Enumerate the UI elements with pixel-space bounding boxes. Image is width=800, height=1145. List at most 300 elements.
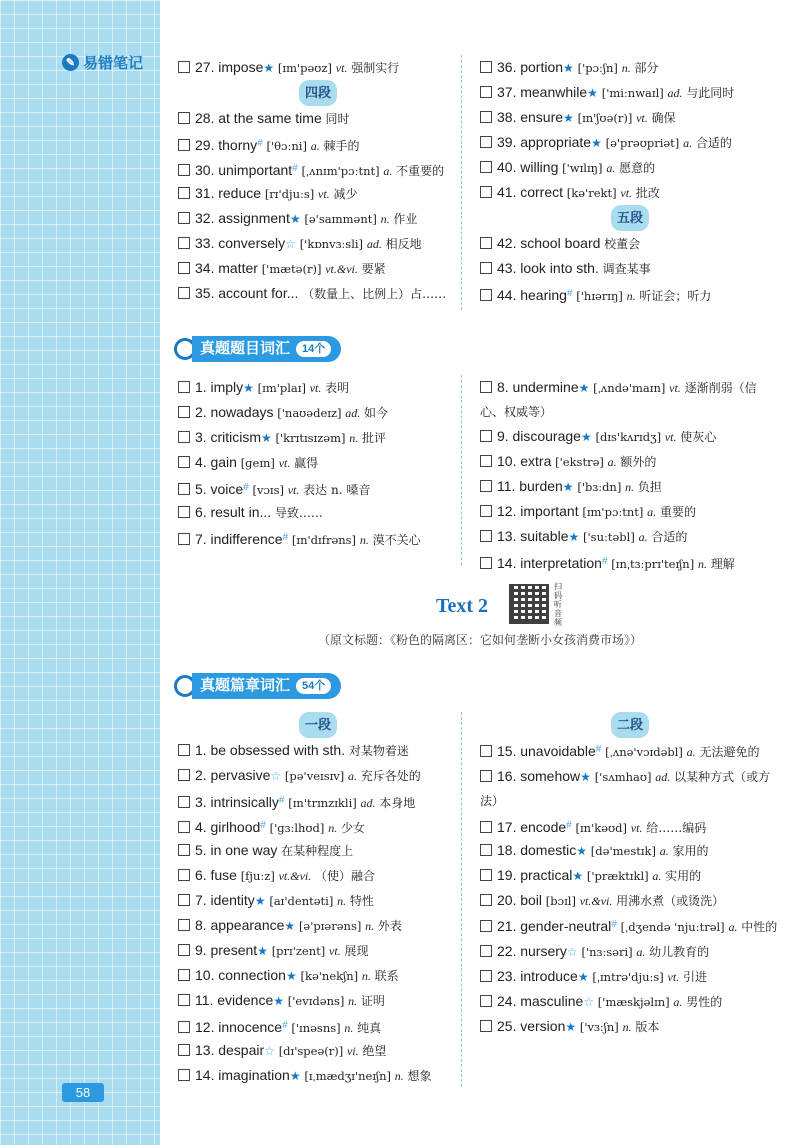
- definition: 批改: [635, 186, 660, 200]
- text-title: Text 2: [436, 595, 489, 617]
- entry-number: 13.: [497, 528, 517, 544]
- vocab-entry: [178, 131, 458, 156]
- definition: 理解: [710, 557, 735, 571]
- checkbox[interactable]: [480, 770, 492, 782]
- entry-word: conversely: [218, 235, 286, 251]
- part-of-speech: n.: [365, 919, 375, 933]
- part-of-speech: vt.: [630, 821, 643, 835]
- entry-word: voice: [210, 481, 244, 497]
- definition: 不重要的: [396, 164, 445, 178]
- entry-word: appropriate: [520, 134, 592, 150]
- paragraph-label: 二段: [611, 712, 649, 738]
- frequency-icon: #: [566, 288, 573, 299]
- entry-number: 2.: [195, 767, 207, 783]
- vocab-entry: [480, 449, 780, 474]
- phonetic: [ɪn'trɪnzɪkli]: [288, 796, 357, 810]
- checkbox[interactable]: [480, 530, 492, 542]
- checkbox[interactable]: [178, 869, 190, 881]
- section2-left: [178, 375, 458, 550]
- definition: 重要的: [659, 505, 696, 519]
- phonetic: [kə'nekʃn]: [300, 969, 359, 983]
- phonetic: [fjuːz]: [240, 869, 275, 883]
- star-icon: ★: [254, 894, 266, 908]
- entry-number: 16.: [497, 768, 517, 784]
- definition: 联系: [374, 969, 399, 983]
- checkbox[interactable]: [178, 164, 190, 176]
- checkbox[interactable]: [480, 161, 492, 173]
- entry-number: 33.: [195, 235, 215, 251]
- phonetic: [ɡeɪn]: [240, 456, 275, 470]
- entry-word: nursery: [520, 943, 567, 959]
- definition: 想象: [407, 1069, 432, 1083]
- vocab-entry: [178, 838, 458, 863]
- checkbox[interactable]: [178, 456, 190, 468]
- vocab-entry: [178, 55, 458, 80]
- part-of-speech: n.: [348, 994, 358, 1008]
- section3-right: [480, 712, 780, 1039]
- vocab-entry: [480, 281, 780, 306]
- frequency-icon: #: [601, 556, 608, 567]
- part-of-speech: vt.: [620, 186, 633, 200]
- entry-number: 44.: [497, 287, 517, 303]
- definition: 批评: [362, 431, 387, 445]
- entry-word: domestic: [520, 842, 577, 858]
- paragraph-label: 一段: [299, 712, 337, 738]
- vocab-entry: [480, 130, 780, 155]
- phonetic: ['pɔːʃn]: [577, 61, 618, 75]
- vocab-entry: [178, 256, 458, 281]
- phonetic: ['naʊədeɪz]: [277, 406, 342, 420]
- definition: 少女: [340, 821, 365, 835]
- entry-word: innocence: [218, 1019, 283, 1035]
- entry-word: hearing: [520, 287, 567, 303]
- entry-word: result in...: [210, 504, 272, 520]
- checkbox[interactable]: [178, 212, 190, 224]
- entry-number: 2.: [195, 404, 207, 420]
- paragraph-marker: [480, 712, 780, 738]
- checkbox[interactable]: [178, 262, 190, 274]
- entry-number: 19.: [497, 867, 517, 883]
- checkbox[interactable]: [178, 796, 190, 808]
- vocab-entry: [480, 375, 780, 424]
- checkbox[interactable]: [178, 533, 190, 545]
- entry-number: 28.: [195, 110, 215, 126]
- checkbox[interactable]: [178, 506, 190, 518]
- phonetic: [ə'saɪnmənt]: [304, 212, 377, 226]
- phonetic: [ɪm'plaɪ]: [257, 381, 306, 395]
- entry-word: indifference: [210, 531, 283, 547]
- definition: 调查某事: [602, 262, 651, 276]
- word-count-badge: 54个: [296, 678, 331, 694]
- checkbox[interactable]: [480, 262, 492, 274]
- checkbox[interactable]: [178, 112, 190, 124]
- vocab-entry: [178, 963, 458, 988]
- definition: 实用的: [665, 869, 702, 883]
- phonetic: ['vɜːʃn]: [579, 1020, 619, 1034]
- column-divider: [461, 375, 462, 565]
- part-of-speech: n.: [361, 969, 371, 983]
- entry-word: criticism: [210, 429, 261, 445]
- entry-word: assignment: [218, 210, 290, 226]
- checkbox[interactable]: [178, 483, 190, 495]
- phonetic: [prɪ'zent]: [271, 944, 326, 958]
- entry-word: evidence: [217, 992, 274, 1008]
- entry-number: 1.: [195, 379, 207, 395]
- phonetic: [ɪˌmædʒɪ'neɪʃn]: [304, 1069, 392, 1083]
- vocab-entry: [178, 375, 458, 400]
- vocab-entry: [178, 475, 458, 500]
- checkbox[interactable]: [178, 1044, 190, 1056]
- phonetic: ['sʌmhaʊ]: [594, 770, 652, 784]
- vocab-entry: [178, 206, 458, 231]
- part-of-speech: vi.: [346, 1044, 359, 1058]
- logo-text: 易错笔记: [83, 55, 144, 72]
- phonetic: [ə'pɪərəns]: [298, 919, 362, 933]
- vocab-entry: [178, 1013, 458, 1038]
- checkbox[interactable]: [480, 745, 492, 757]
- star-icon: ★: [284, 919, 296, 933]
- definition: 合适的: [651, 530, 688, 544]
- definition: 无法避免的: [699, 745, 760, 759]
- star-outline-icon: ☆: [285, 237, 296, 251]
- vocab-entry: [480, 764, 780, 813]
- entry-word: boil: [520, 892, 543, 908]
- entry-word: girlhood: [210, 819, 261, 835]
- phonetic: ['θɔːni]: [266, 139, 307, 153]
- part-of-speech: vt.: [329, 944, 341, 958]
- entry-number: 41.: [497, 184, 517, 200]
- column-divider: [461, 712, 462, 1087]
- checkbox[interactable]: [480, 136, 492, 148]
- checkbox[interactable]: [480, 505, 492, 517]
- vocab-entry: [480, 231, 780, 256]
- vocab-entry: [480, 838, 780, 863]
- entry-number: 14.: [497, 555, 517, 571]
- entry-word: impose: [218, 59, 264, 75]
- checkbox[interactable]: [178, 61, 190, 73]
- phonetic: [pə'veɪsɪv]: [284, 769, 345, 783]
- vocab-entry: [178, 813, 458, 838]
- entry-number: 17.: [497, 819, 517, 835]
- entry-word: imply: [210, 379, 244, 395]
- entry-number: 29.: [195, 137, 215, 153]
- phonetic: ['mæskjəlɪn]: [597, 995, 670, 1009]
- star-icon: ★: [285, 969, 297, 983]
- star-icon: ★: [577, 970, 589, 984]
- entry-number: 12.: [497, 503, 517, 519]
- vocab-entry: [480, 55, 780, 80]
- entry-number: 8.: [195, 917, 207, 933]
- entry-word: connection: [218, 967, 286, 983]
- entry-word: suitable: [520, 528, 569, 544]
- original-title: （原文标题：《粉色的隔离区：它如何垄断小女孩消费市场》）: [317, 633, 642, 647]
- checkbox[interactable]: [178, 821, 190, 833]
- checkbox[interactable]: [178, 287, 190, 299]
- definition: 充斥各处的: [360, 769, 421, 783]
- entry-word: school board: [520, 235, 601, 251]
- phonetic: [ˌʌndə'maɪn]: [593, 381, 666, 395]
- part-of-speech: n.: [344, 1021, 354, 1035]
- definition: （使）融合: [315, 869, 376, 883]
- entry-number: 7.: [195, 892, 207, 908]
- checkbox[interactable]: [178, 187, 190, 199]
- definition: 使灰心: [680, 430, 717, 444]
- qr-code-icon[interactable]: [509, 584, 549, 624]
- checkbox[interactable]: [178, 139, 190, 151]
- phonetic: [ɪm'pəʊz]: [277, 61, 332, 75]
- phonetic: ['kɒnvɜːsli]: [299, 237, 364, 251]
- entry-word: somehow: [520, 768, 581, 784]
- checkbox[interactable]: [480, 970, 492, 982]
- checkbox[interactable]: [480, 289, 492, 301]
- part-of-speech: vt.: [309, 381, 322, 395]
- definition: （数量上、比例上）占……: [302, 287, 447, 301]
- star-icon: ★: [572, 869, 584, 883]
- phonetic: ['krɪtɪsɪzəm]: [275, 431, 346, 445]
- checkbox[interactable]: [480, 381, 492, 393]
- part-of-speech: vt.: [636, 111, 648, 125]
- entry-number: 6.: [195, 867, 207, 883]
- entry-word: appearance: [210, 917, 285, 933]
- phonetic: ['wɪlɪŋ]: [562, 161, 603, 175]
- entry-number: 31.: [195, 185, 215, 201]
- checkbox[interactable]: [178, 944, 190, 956]
- vocab-entry: [480, 964, 780, 989]
- part-of-speech: a.: [348, 769, 358, 783]
- part-of-speech: a.: [728, 920, 738, 934]
- vocab-entry: [178, 106, 458, 131]
- entry-number: 37.: [497, 84, 517, 100]
- vocab-entry: [178, 231, 458, 256]
- phonetic: [ɪm'pɔːtnt]: [582, 505, 644, 519]
- vocab-entry: [480, 863, 780, 888]
- entry-number: 27.: [195, 59, 215, 75]
- entry-number: 9.: [497, 428, 509, 444]
- vocab-entry: [480, 256, 780, 281]
- checkbox[interactable]: [178, 844, 190, 856]
- vocab-entry: [178, 400, 458, 425]
- vocab-entry: [178, 181, 458, 206]
- vocab-entry: [480, 155, 780, 180]
- entry-number: 11.: [497, 478, 516, 494]
- definition: 男性的: [686, 995, 723, 1009]
- frequency-icon: #: [260, 820, 266, 831]
- entry-number: 5.: [195, 481, 207, 497]
- star-icon: ★: [580, 430, 592, 444]
- definition: 表明: [325, 381, 350, 395]
- checkbox[interactable]: [178, 769, 190, 781]
- part-of-speech: n.: [621, 61, 631, 75]
- part-of-speech: a.: [638, 530, 648, 544]
- definition: 特性: [349, 894, 374, 908]
- vocab-entry: [178, 738, 458, 763]
- entry-word: nowadays: [210, 404, 274, 420]
- vocab-entry: [480, 105, 780, 130]
- entry-number: 38.: [497, 109, 517, 125]
- pen-icon: ✎: [62, 54, 79, 71]
- part-of-speech: n.: [625, 480, 635, 494]
- checkbox[interactable]: [480, 945, 492, 957]
- checkbox[interactable]: [480, 557, 492, 569]
- entry-word: unavoidable: [520, 743, 596, 759]
- part-of-speech: ad.: [655, 770, 671, 784]
- entry-number: 35.: [195, 285, 215, 301]
- checkbox[interactable]: [178, 919, 190, 931]
- phonetic: ['mætə(r)]: [261, 262, 322, 276]
- checkbox[interactable]: [480, 480, 492, 492]
- checkbox[interactable]: [178, 1069, 190, 1081]
- sidebar: [0, 0, 160, 1145]
- phonetic: [dɪs'kʌrɪdʒ]: [595, 430, 662, 444]
- part-of-speech: vt.: [287, 483, 300, 497]
- part-of-speech: ad.: [366, 237, 382, 251]
- star-icon: ★: [568, 530, 580, 544]
- word-count-badge: 14个: [296, 341, 331, 357]
- entry-word: discourage: [512, 428, 581, 444]
- definition: 赢得: [294, 456, 319, 470]
- entry-word: undermine: [512, 379, 579, 395]
- vocab-entry: [480, 549, 780, 574]
- entry-word: reduce: [218, 185, 262, 201]
- checkbox[interactable]: [178, 1021, 190, 1033]
- checkbox[interactable]: [480, 1020, 492, 1032]
- phonetic: ['suːtəbl]: [583, 530, 635, 544]
- checkbox[interactable]: [178, 969, 190, 981]
- checkbox[interactable]: [178, 744, 190, 756]
- entry-word: pervasive: [210, 767, 271, 783]
- checkbox[interactable]: [480, 430, 492, 442]
- entry-word: matter: [218, 260, 258, 276]
- checkbox[interactable]: [480, 894, 492, 906]
- phonetic: [ˌɪntrə'djuːs]: [592, 970, 664, 984]
- part-of-speech: a.: [683, 136, 693, 150]
- part-of-speech: a.: [606, 161, 616, 175]
- definition: 家用的: [672, 844, 709, 858]
- entry-word: interpretation: [520, 555, 602, 571]
- checkbox[interactable]: [178, 381, 190, 393]
- star-icon: ★: [263, 61, 275, 75]
- phonetic: [ɪn'dɪfrəns]: [291, 533, 357, 547]
- part-of-speech: a.: [310, 139, 320, 153]
- phonetic: [ɪn'ʃʊə(r)]: [577, 111, 633, 125]
- entry-number: 32.: [195, 210, 215, 226]
- frequency-icon: #: [566, 820, 572, 831]
- part-of-speech: n.: [622, 1020, 632, 1034]
- definition: 纯真: [357, 1021, 382, 1035]
- definition: 外表: [377, 919, 402, 933]
- definition: 绝望: [362, 1044, 387, 1058]
- vocab-entry: [480, 939, 780, 964]
- vocab-entry: [480, 499, 780, 524]
- phonetic: [kə'rekt]: [566, 186, 617, 200]
- part-of-speech: a.: [673, 995, 683, 1009]
- part-of-speech: a.: [647, 505, 657, 519]
- phonetic: [ɪn'kəʊd]: [575, 821, 627, 835]
- definition: 校董会: [604, 237, 641, 251]
- frequency-icon: #: [243, 482, 249, 493]
- definition: 负担: [637, 480, 662, 494]
- vocab-entry: [480, 888, 780, 913]
- definition: 确保: [651, 111, 676, 125]
- part-of-speech: a.: [636, 945, 646, 959]
- vocab-entry: [480, 474, 780, 499]
- entry-number: 15.: [497, 743, 517, 759]
- definition: 额外的: [620, 455, 657, 469]
- vocab-entry: [480, 180, 780, 205]
- entry-word: account for...: [218, 285, 299, 301]
- definition: 部分: [634, 61, 659, 75]
- entry-word: practical: [520, 867, 573, 883]
- checkbox[interactable]: [178, 894, 190, 906]
- section1-left: [178, 55, 458, 306]
- checkbox[interactable]: [178, 237, 190, 249]
- checkbox[interactable]: [480, 844, 492, 856]
- entry-word: despair: [218, 1042, 265, 1058]
- checkbox[interactable]: [178, 431, 190, 443]
- star-icon: ★: [591, 136, 602, 150]
- part-of-speech: n.: [328, 821, 338, 835]
- checkbox[interactable]: [480, 920, 492, 932]
- entry-word: encode: [520, 819, 567, 835]
- definition: 减少: [333, 187, 358, 201]
- vocab-entry: [178, 788, 458, 813]
- vocab-entry: [178, 863, 458, 888]
- checkbox[interactable]: [480, 186, 492, 198]
- vocab-entry: [178, 1063, 458, 1088]
- part-of-speech: n.: [697, 557, 707, 571]
- checkbox[interactable]: [178, 406, 190, 418]
- checkbox[interactable]: [480, 821, 492, 833]
- entry-number: 20.: [497, 892, 517, 908]
- checkbox[interactable]: [480, 237, 492, 249]
- entry-word: intrinsically: [210, 794, 279, 810]
- part-of-speech: vt.: [278, 456, 291, 470]
- phonetic: [də'mestɪk]: [590, 844, 656, 858]
- entry-word: look into sth.: [520, 260, 599, 276]
- entry-number: 25.: [497, 1018, 517, 1034]
- checkbox[interactable]: [480, 869, 492, 881]
- vocab-entry: [178, 156, 458, 181]
- checkbox[interactable]: [480, 995, 492, 1007]
- definition: 表达 n. 嗓音: [303, 483, 371, 497]
- checkbox[interactable]: [480, 86, 492, 98]
- part-of-speech: n.: [626, 289, 636, 303]
- vocab-entry: [480, 80, 780, 105]
- star-outline-icon: ☆: [270, 769, 282, 783]
- checkbox[interactable]: [480, 111, 492, 123]
- definition: 版本: [635, 1020, 660, 1034]
- part-of-speech: n.: [380, 212, 390, 226]
- checkbox[interactable]: [480, 61, 492, 73]
- definition: 中性的: [741, 920, 778, 934]
- checkbox[interactable]: [480, 455, 492, 467]
- part-of-speech: n.: [349, 431, 359, 445]
- phonetic: ['hɪərɪŋ]: [576, 289, 623, 303]
- star-outline-icon: ☆: [566, 945, 578, 959]
- star-icon: ★: [273, 994, 285, 1008]
- logo: [62, 52, 143, 73]
- vocab-entry: [480, 524, 780, 549]
- star-icon: ★: [563, 61, 574, 75]
- entry-word: correct: [520, 184, 564, 200]
- entry-word: willing: [520, 159, 559, 175]
- definition: 展现: [344, 944, 369, 958]
- definition: 给……编码: [646, 821, 707, 835]
- entry-number: 11.: [195, 992, 214, 1008]
- entry-number: 40.: [497, 159, 517, 175]
- checkbox[interactable]: [178, 994, 190, 1006]
- definition: 用沸水煮（或烫洗）: [616, 894, 725, 908]
